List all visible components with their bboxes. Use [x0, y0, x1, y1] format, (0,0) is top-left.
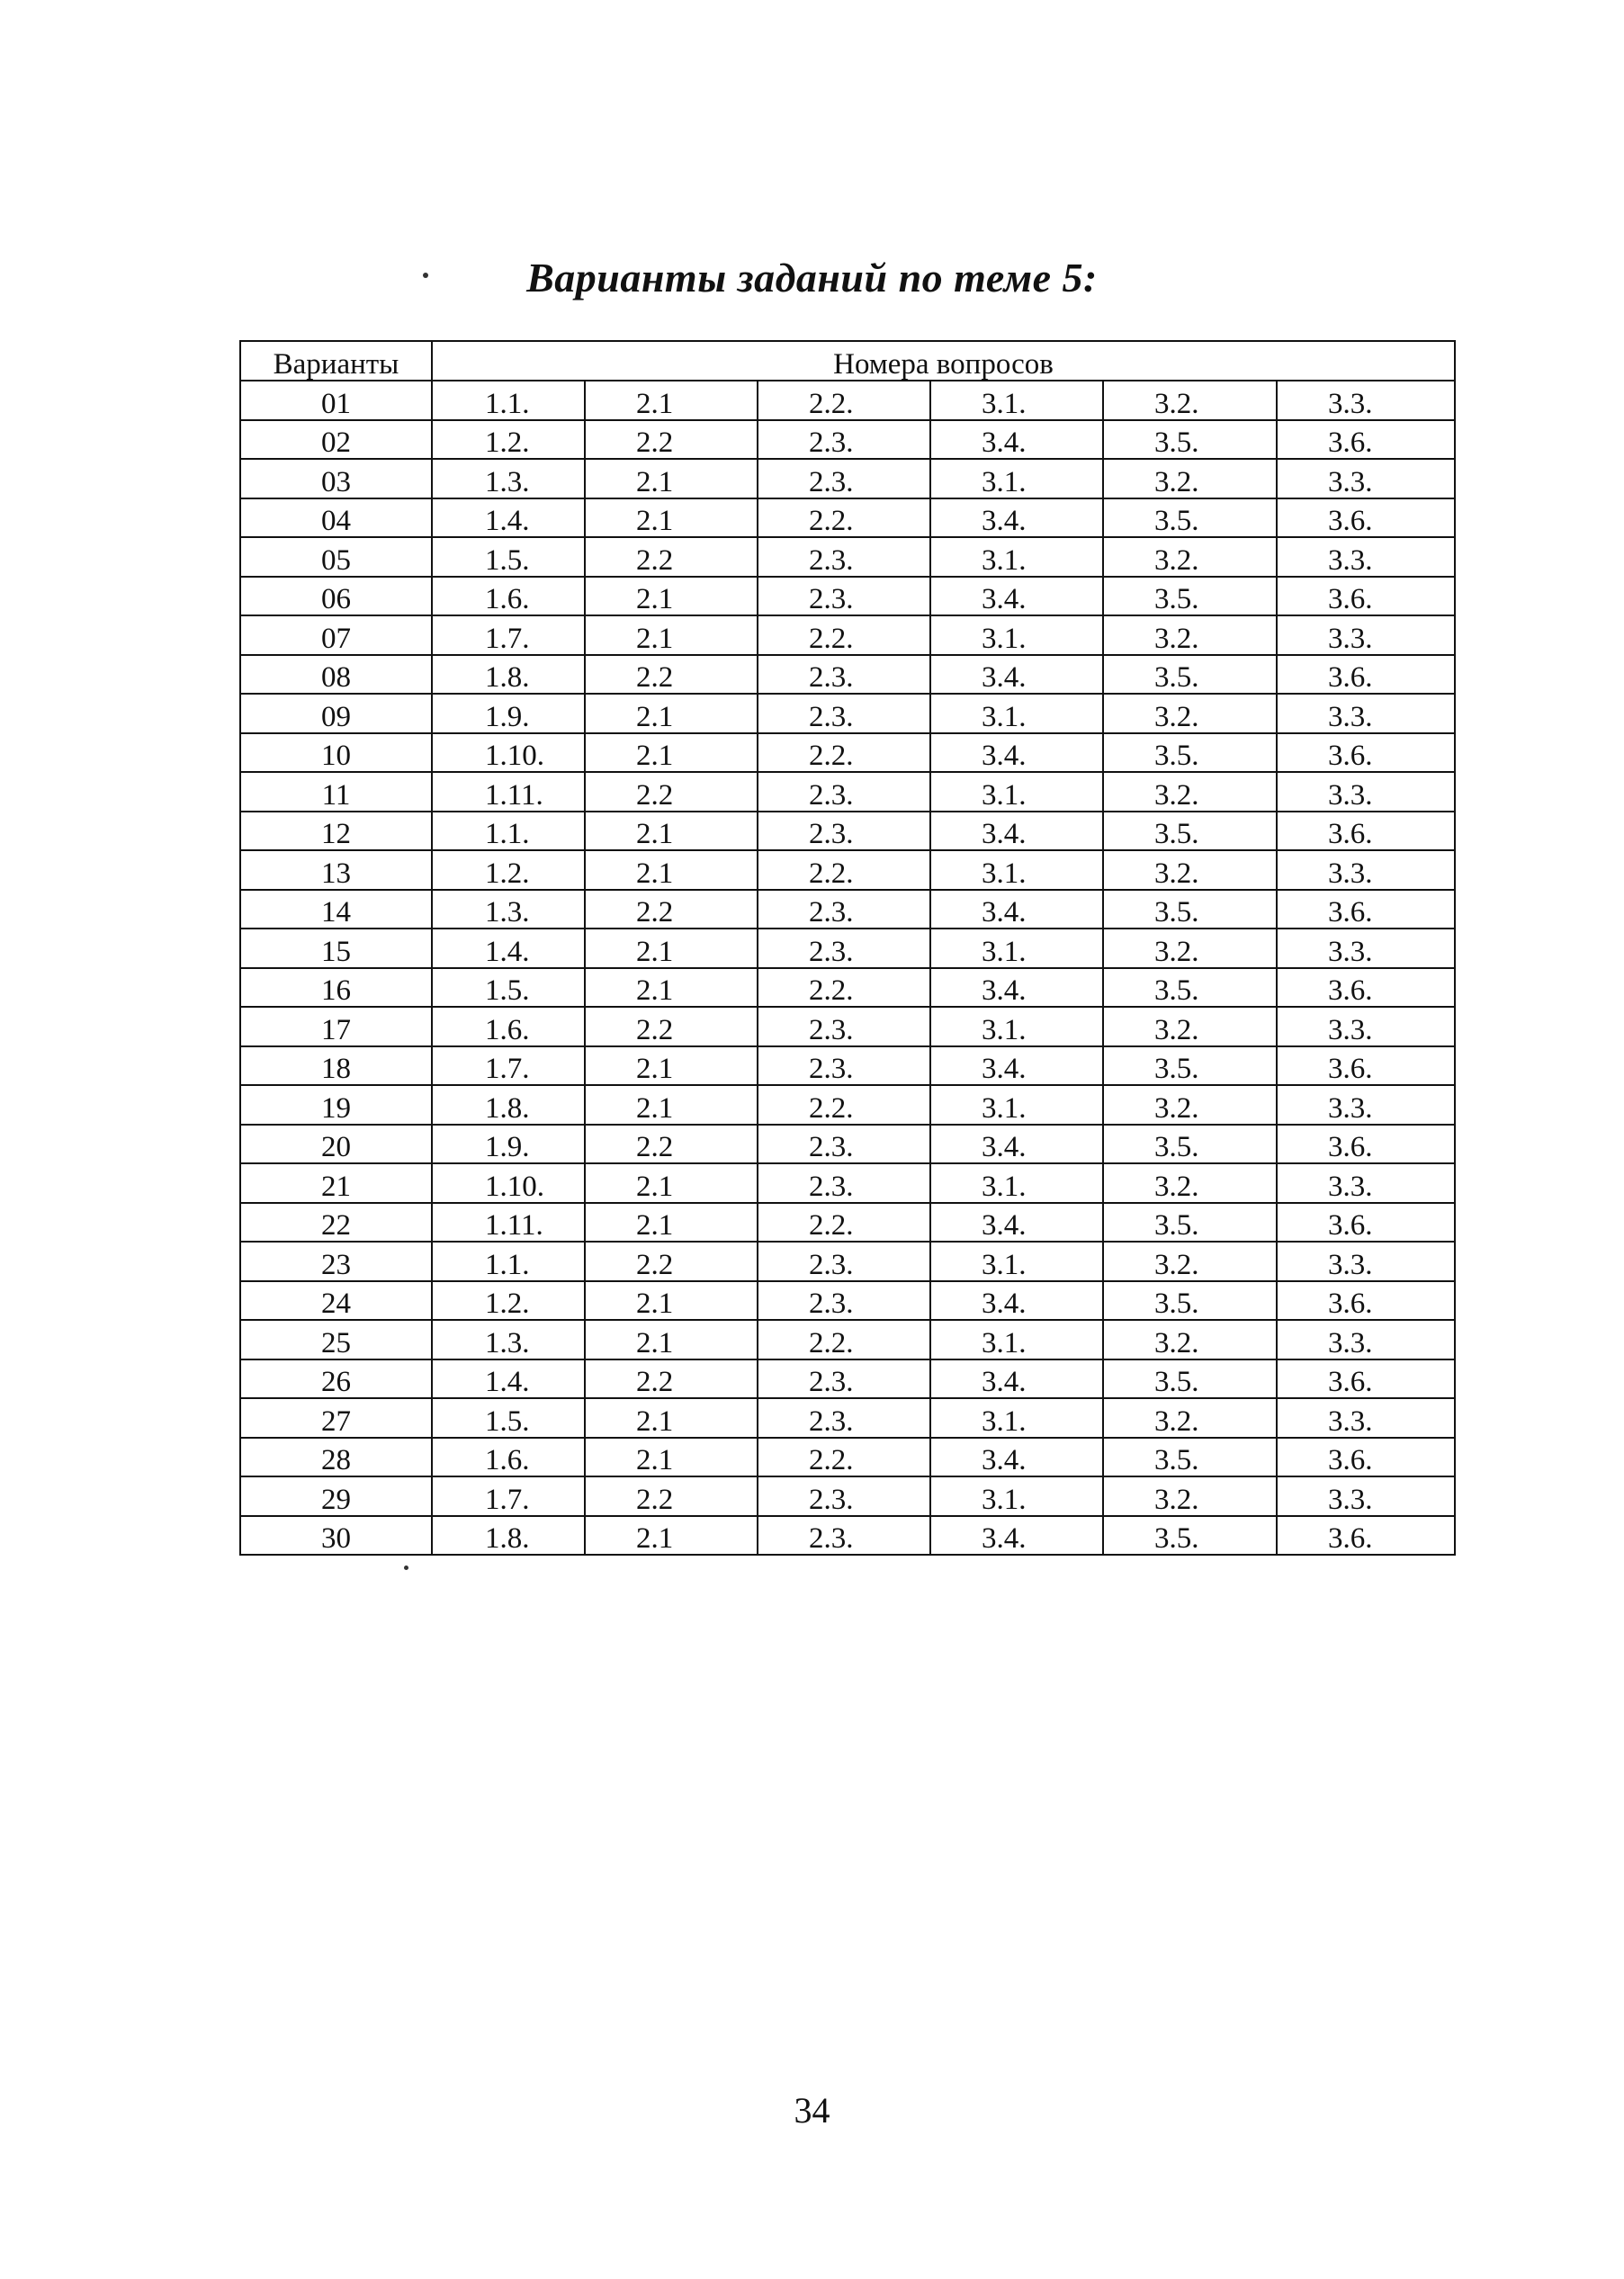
question-number-cell: 2.1 [585, 1438, 758, 1477]
question-number-cell: 3.6. [1277, 1125, 1455, 1164]
variant-number-cell: 23 [240, 1242, 432, 1281]
question-number-cell: 3.3. [1277, 537, 1455, 577]
question-number-cell: 2.2. [758, 381, 930, 420]
question-number-cell: 3.4. [930, 890, 1103, 929]
question-number-cell: 3.5. [1103, 1438, 1277, 1477]
variant-number-cell: 21 [240, 1163, 432, 1203]
table-row [240, 1438, 1455, 1477]
variant-number-cell: 24 [240, 1281, 432, 1321]
question-number-cell: 3.4. [930, 420, 1103, 460]
question-number-cell: 2.2 [585, 1242, 758, 1281]
question-number-cell: 1.1. [432, 812, 585, 851]
question-number-cell: 2.2. [758, 968, 930, 1008]
variant-number-cell: 01 [240, 381, 432, 420]
question-number-cell: 1.1. [432, 381, 585, 420]
question-number-cell: 3.5. [1103, 577, 1277, 616]
question-number-cell: 3.4. [930, 1203, 1103, 1243]
question-number-cell: 2.2. [758, 850, 930, 890]
question-number-cell: 2.2. [758, 1203, 930, 1243]
table-row [240, 655, 1455, 695]
question-number-cell: 3.6. [1277, 890, 1455, 929]
question-number-cell: 2.1 [585, 1163, 758, 1203]
question-number-cell: 3.3. [1277, 929, 1455, 968]
table-row [240, 420, 1455, 460]
table-body [240, 341, 1455, 1555]
question-number-cell: 3.5. [1103, 890, 1277, 929]
question-number-cell: 3.2. [1103, 381, 1277, 420]
question-number-cell: 2.1 [585, 498, 758, 538]
question-number-cell: 1.4. [432, 1359, 585, 1399]
table-row [240, 850, 1455, 890]
table-row [240, 1007, 1455, 1046]
question-number-cell: 2.3. [758, 1125, 930, 1164]
question-number-cell: 2.1 [585, 694, 758, 733]
question-number-cell: 1.10. [432, 1163, 585, 1203]
variant-number-cell: 09 [240, 694, 432, 733]
table-row [240, 1242, 1455, 1281]
question-number-cell: 3.2. [1103, 1476, 1277, 1516]
question-number-cell: 3.5. [1103, 968, 1277, 1008]
question-number-cell: 3.1. [930, 381, 1103, 420]
question-number-cell: 2.2. [758, 615, 930, 655]
variant-number-cell: 14 [240, 890, 432, 929]
question-number-cell: 3.3. [1277, 459, 1455, 498]
question-number-cell: 2.1 [585, 615, 758, 655]
question-number-cell: 3.6. [1277, 420, 1455, 460]
question-number-cell: 3.3. [1277, 1476, 1455, 1516]
question-number-cell: 2.1 [585, 1281, 758, 1321]
table-row [240, 498, 1455, 538]
question-number-cell: 3.4. [930, 733, 1103, 773]
table-row [240, 1359, 1455, 1399]
question-number-cell: 3.4. [930, 1046, 1103, 1086]
variant-number-cell: 28 [240, 1438, 432, 1477]
question-number-cell: 2.1 [585, 381, 758, 420]
question-number-cell: 1.5. [432, 1398, 585, 1438]
page-number: 34 [794, 2090, 830, 2131]
question-number-cell: 3.4. [930, 1359, 1103, 1399]
table-row [240, 694, 1455, 733]
question-number-cell: 2.3. [758, 1476, 930, 1516]
question-number-cell: 3.6. [1277, 655, 1455, 695]
variant-number-cell: 20 [240, 1125, 432, 1164]
question-number-cell: 2.2 [585, 1359, 758, 1399]
question-number-cell: 2.2. [758, 1085, 930, 1125]
question-number-cell: 3.1. [930, 1320, 1103, 1359]
question-number-cell: 2.2 [585, 655, 758, 695]
variant-number-cell: 17 [240, 1007, 432, 1046]
scan-speck [404, 1566, 408, 1570]
table-row [240, 968, 1455, 1008]
question-number-cell: 3.2. [1103, 537, 1277, 577]
table-row [240, 1046, 1455, 1086]
question-number-cell: 1.6. [432, 1438, 585, 1477]
variant-number-cell: 16 [240, 968, 432, 1008]
question-number-cell: 3.5. [1103, 498, 1277, 538]
question-number-cell: 2.3. [758, 772, 930, 812]
question-number-cell: 2.3. [758, 929, 930, 968]
table-row [240, 537, 1455, 577]
question-number-cell: 1.5. [432, 968, 585, 1008]
question-number-cell: 3.6. [1277, 577, 1455, 616]
question-number-cell: 3.5. [1103, 1281, 1277, 1321]
question-number-cell: 3.4. [930, 1516, 1103, 1556]
table-row [240, 381, 1455, 420]
question-number-cell: 1.7. [432, 1476, 585, 1516]
variant-number-cell: 22 [240, 1203, 432, 1243]
table-row [240, 1398, 1455, 1438]
question-number-cell: 3.3. [1277, 1007, 1455, 1046]
question-number-cell: 3.6. [1277, 1046, 1455, 1086]
question-number-cell: 3.4. [930, 498, 1103, 538]
question-number-cell: 2.3. [758, 655, 930, 695]
table-row [240, 733, 1455, 773]
question-number-cell: 2.1 [585, 1398, 758, 1438]
variant-number-cell: 25 [240, 1320, 432, 1359]
question-number-cell: 1.8. [432, 1516, 585, 1556]
question-number-cell: 3.1. [930, 1007, 1103, 1046]
variant-number-cell: 18 [240, 1046, 432, 1086]
question-number-cell: 3.3. [1277, 1242, 1455, 1281]
question-number-cell: 2.3. [758, 694, 930, 733]
variant-number-cell: 08 [240, 655, 432, 695]
question-number-cell: 2.1 [585, 968, 758, 1008]
header-question-numbers: Номера вопросов [432, 341, 1455, 381]
question-number-cell: 2.2 [585, 1007, 758, 1046]
question-number-cell: 2.1 [585, 929, 758, 968]
question-number-cell: 2.1 [585, 1085, 758, 1125]
question-number-cell: 2.2 [585, 1476, 758, 1516]
question-number-cell: 2.1 [585, 1203, 758, 1243]
question-number-cell: 3.2. [1103, 1242, 1277, 1281]
question-number-cell: 3.3. [1277, 1085, 1455, 1125]
question-number-cell: 3.3. [1277, 381, 1455, 420]
variant-number-cell: 06 [240, 577, 432, 616]
question-number-cell: 3.1. [930, 537, 1103, 577]
question-number-cell: 1.3. [432, 1320, 585, 1359]
question-number-cell: 3.2. [1103, 615, 1277, 655]
question-number-cell: 3.6. [1277, 1516, 1455, 1556]
question-number-cell: 3.2. [1103, 1398, 1277, 1438]
question-number-cell: 3.5. [1103, 655, 1277, 695]
variant-number-cell: 03 [240, 459, 432, 498]
table-row [240, 772, 1455, 812]
table-row [240, 1125, 1455, 1164]
table-row [240, 577, 1455, 616]
question-number-cell: 1.2. [432, 850, 585, 890]
variant-number-cell: 27 [240, 1398, 432, 1438]
question-number-cell: 2.3. [758, 1007, 930, 1046]
question-number-cell: 3.6. [1277, 1281, 1455, 1321]
question-number-cell: 3.1. [930, 929, 1103, 968]
question-number-cell: 1.2. [432, 420, 585, 460]
question-number-cell: 3.5. [1103, 733, 1277, 773]
question-number-cell: 2.2. [758, 733, 930, 773]
variant-number-cell: 13 [240, 850, 432, 890]
variant-number-cell: 19 [240, 1085, 432, 1125]
table-row [240, 1476, 1455, 1516]
table-row [240, 615, 1455, 655]
question-number-cell: 3.1. [930, 1242, 1103, 1281]
question-number-cell: 3.2. [1103, 772, 1277, 812]
question-number-cell: 1.11. [432, 772, 585, 812]
table-row [240, 1320, 1455, 1359]
question-number-cell: 2.3. [758, 890, 930, 929]
question-number-cell: 3.5. [1103, 420, 1277, 460]
variant-number-cell: 29 [240, 1476, 432, 1516]
question-number-cell: 3.2. [1103, 1085, 1277, 1125]
question-number-cell: 3.3. [1277, 1398, 1455, 1438]
question-number-cell: 1.10. [432, 733, 585, 773]
variant-number-cell: 10 [240, 733, 432, 773]
question-number-cell: 2.2. [758, 1320, 930, 1359]
question-number-cell: 3.4. [930, 968, 1103, 1008]
question-number-cell: 1.3. [432, 459, 585, 498]
question-number-cell: 3.2. [1103, 850, 1277, 890]
question-number-cell: 3.2. [1103, 1163, 1277, 1203]
question-number-cell: 3.1. [930, 615, 1103, 655]
question-number-cell: 1.6. [432, 577, 585, 616]
question-number-cell: 2.3. [758, 812, 930, 851]
variant-number-cell: 07 [240, 615, 432, 655]
question-number-cell: 3.6. [1277, 498, 1455, 538]
question-number-cell: 2.1 [585, 812, 758, 851]
question-number-cell: 3.4. [930, 655, 1103, 695]
question-number-cell: 1.9. [432, 694, 585, 733]
question-number-cell: 3.1. [930, 1398, 1103, 1438]
question-number-cell: 1.8. [432, 655, 585, 695]
question-number-cell: 3.1. [930, 850, 1103, 890]
question-number-cell: 2.2 [585, 890, 758, 929]
variant-number-cell: 30 [240, 1516, 432, 1556]
question-number-cell: 3.5. [1103, 1125, 1277, 1164]
question-number-cell: 3.6. [1277, 1203, 1455, 1243]
question-number-cell: 3.3. [1277, 1320, 1455, 1359]
table-row [240, 459, 1455, 498]
question-number-cell: 2.3. [758, 537, 930, 577]
table-row [240, 1203, 1455, 1243]
question-number-cell: 3.1. [930, 1085, 1103, 1125]
variant-number-cell: 04 [240, 498, 432, 538]
question-number-cell: 2.1 [585, 1516, 758, 1556]
table-row [240, 890, 1455, 929]
question-number-cell: 3.3. [1277, 850, 1455, 890]
question-number-cell: 3.4. [930, 812, 1103, 851]
table-row [240, 1085, 1455, 1125]
question-number-cell: 2.1 [585, 577, 758, 616]
question-number-cell: 2.3. [758, 1281, 930, 1321]
question-number-cell: 2.3. [758, 459, 930, 498]
question-number-cell: 3.4. [930, 1281, 1103, 1321]
question-number-cell: 1.1. [432, 1242, 585, 1281]
question-number-cell: 1.11. [432, 1203, 585, 1243]
question-number-cell: 1.7. [432, 615, 585, 655]
question-number-cell: 2.1 [585, 733, 758, 773]
question-number-cell: 2.3. [758, 1398, 930, 1438]
question-number-cell: 2.2. [758, 1438, 930, 1477]
variants-table [239, 340, 1456, 1556]
variant-number-cell: 12 [240, 812, 432, 851]
question-number-cell: 3.2. [1103, 1007, 1277, 1046]
question-number-cell: 3.5. [1103, 1516, 1277, 1556]
question-number-cell: 3.1. [930, 459, 1103, 498]
question-number-cell: 3.3. [1277, 694, 1455, 733]
question-number-cell: 3.5. [1103, 1359, 1277, 1399]
question-number-cell: 3.1. [930, 1476, 1103, 1516]
question-number-cell: 3.4. [930, 1125, 1103, 1164]
question-number-cell: 3.3. [1277, 1163, 1455, 1203]
question-number-cell: 3.6. [1277, 968, 1455, 1008]
table-row [240, 812, 1455, 851]
question-number-cell: 3.1. [930, 694, 1103, 733]
question-number-cell: 1.4. [432, 498, 585, 538]
question-number-cell: 2.2 [585, 772, 758, 812]
question-number-cell: 3.1. [930, 772, 1103, 812]
question-number-cell: 2.2 [585, 537, 758, 577]
table-row [240, 1163, 1455, 1203]
question-number-cell: 3.2. [1103, 929, 1277, 968]
question-number-cell: 3.3. [1277, 772, 1455, 812]
variant-number-cell: 02 [240, 420, 432, 460]
question-number-cell: 3.4. [930, 577, 1103, 616]
question-number-cell: 2.1 [585, 1046, 758, 1086]
table-row [240, 929, 1455, 968]
question-number-cell: 3.6. [1277, 812, 1455, 851]
question-number-cell: 3.2. [1103, 459, 1277, 498]
question-number-cell: 2.3. [758, 1046, 930, 1086]
table-row [240, 1281, 1455, 1321]
question-number-cell: 3.5. [1103, 1203, 1277, 1243]
question-number-cell: 3.5. [1103, 1046, 1277, 1086]
question-number-cell: 1.4. [432, 929, 585, 968]
variant-number-cell: 11 [240, 772, 432, 812]
question-number-cell: 3.3. [1277, 615, 1455, 655]
question-number-cell: 3.2. [1103, 1320, 1277, 1359]
question-number-cell: 3.6. [1277, 1359, 1455, 1399]
question-number-cell: 1.7. [432, 1046, 585, 1086]
question-number-cell: 2.3. [758, 420, 930, 460]
variant-number-cell: 05 [240, 537, 432, 577]
header-variants: Варианты [240, 341, 432, 381]
question-number-cell: 3.1. [930, 1163, 1103, 1203]
table-row [240, 1516, 1455, 1556]
question-number-cell: 2.3. [758, 1359, 930, 1399]
question-number-cell: 1.2. [432, 1281, 585, 1321]
question-number-cell: 2.2 [585, 1125, 758, 1164]
question-number-cell: 3.4. [930, 1438, 1103, 1477]
question-number-cell: 2.1 [585, 1320, 758, 1359]
question-number-cell: 2.1 [585, 459, 758, 498]
question-number-cell: 1.5. [432, 537, 585, 577]
question-number-cell: 2.3. [758, 1516, 930, 1556]
page-title: Варианты заданий по теме 5: [526, 255, 1098, 301]
question-number-cell: 1.3. [432, 890, 585, 929]
question-number-cell: 2.3. [758, 577, 930, 616]
question-number-cell: 2.2. [758, 498, 930, 538]
question-number-cell: 2.3. [758, 1242, 930, 1281]
question-number-cell: 3.6. [1277, 733, 1455, 773]
table-header-row [240, 341, 1455, 381]
question-number-cell: 3.2. [1103, 694, 1277, 733]
question-number-cell: 1.6. [432, 1007, 585, 1046]
question-number-cell: 1.8. [432, 1085, 585, 1125]
question-number-cell: 2.2 [585, 420, 758, 460]
variant-number-cell: 26 [240, 1359, 432, 1399]
question-number-cell: 3.6. [1277, 1438, 1455, 1477]
question-number-cell: 3.5. [1103, 812, 1277, 851]
variant-number-cell: 15 [240, 929, 432, 968]
question-number-cell: 1.9. [432, 1125, 585, 1164]
question-number-cell: 2.3. [758, 1163, 930, 1203]
question-number-cell: 2.1 [585, 850, 758, 890]
